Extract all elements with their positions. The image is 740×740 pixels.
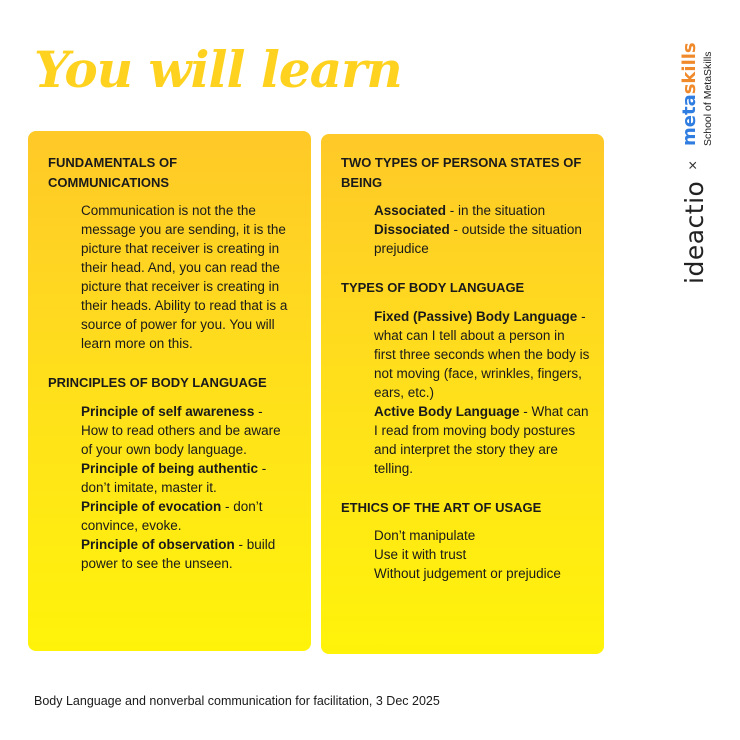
- school-of-metaskills-label: School of MetaSkills: [702, 51, 714, 146]
- item-term: Dissociated: [374, 222, 450, 237]
- left-card: [28, 131, 311, 651]
- list-item: [374, 220, 590, 258]
- body-language-list: [374, 307, 590, 478]
- item-term: Principle of evocation: [81, 498, 222, 514]
- footer-caption: Body Language and nonverbal communication for facilitation, 3 Dec 2025: [34, 694, 440, 708]
- ideactio-logo: ideactio: [680, 180, 709, 284]
- item-desc: - what can I tell about a person in first three seconds when the body is not moving (face, wrinkles, fingers, ears, etc.): [374, 308, 590, 400]
- section-heading-fundamentals: FUNDAMENTALS OF COMMUNICATIONS: [48, 155, 178, 190]
- list-item: [81, 459, 293, 497]
- list-item: Use it with trust: [374, 547, 467, 562]
- fundamentals-text: Communication is not the the message you are sending, it is the picture that receiver is creating in their head. And, you can read the picture that receiver is creating in their heads. Ability to read that is a source of power for you. You will learn more on this.: [81, 203, 288, 351]
- item-desc: - How to read others and be aware of your own body language.: [81, 403, 281, 457]
- section-heading-principles: PRINCIPLES OF BODY LANGUAGE: [48, 375, 267, 390]
- metaskills-logo: [679, 42, 700, 146]
- list-item: [81, 402, 293, 459]
- list-item: Don’t manipulate: [374, 528, 476, 543]
- item-desc: - don’t imitate, master it.: [81, 460, 267, 495]
- item-term: Fixed (Passive) Body Language: [374, 308, 578, 324]
- item-term: Principle of observation: [81, 536, 235, 552]
- item-term: Principle of being authentic: [81, 460, 259, 476]
- list-item: Without judgement or prejudice: [374, 566, 561, 581]
- item-term: Associated: [374, 203, 447, 218]
- list-item: [374, 402, 590, 478]
- list-item: [81, 535, 293, 573]
- principles-list: [81, 402, 293, 573]
- collab-x-glyph: ×: [685, 160, 702, 170]
- item-desc: - What can I read from moving body postures and interpret the story they are telling.: [374, 403, 589, 476]
- metaskills-logo-meta: meta: [679, 94, 700, 146]
- brand-logos: [675, 28, 725, 288]
- right-card: [321, 134, 604, 654]
- list-item: [374, 307, 590, 402]
- item-term: Active Body Language: [374, 403, 520, 419]
- page-title: You will learn: [34, 40, 402, 99]
- metaskills-logo-skills: skills: [679, 42, 700, 95]
- item-desc: - in the situation: [446, 203, 546, 218]
- ethics-list: [374, 526, 590, 583]
- item-desc: - outside the situation prejudice: [374, 222, 582, 256]
- section-heading-persona: TWO TYPES OF PERSONA STATES OF BEING: [341, 155, 582, 190]
- section-heading-body-language: TYPES OF BODY LANGUAGE: [341, 280, 525, 295]
- list-item: [81, 497, 293, 535]
- section-heading-ethics: ETHICS OF THE ART OF USAGE: [341, 499, 542, 515]
- item-desc: - build power to see the unseen.: [81, 536, 276, 571]
- item-desc: - don’t convince, evoke.: [81, 498, 263, 533]
- persona-list: [374, 201, 590, 258]
- item-term: Principle of self awareness: [81, 403, 255, 419]
- list-item: [374, 201, 590, 220]
